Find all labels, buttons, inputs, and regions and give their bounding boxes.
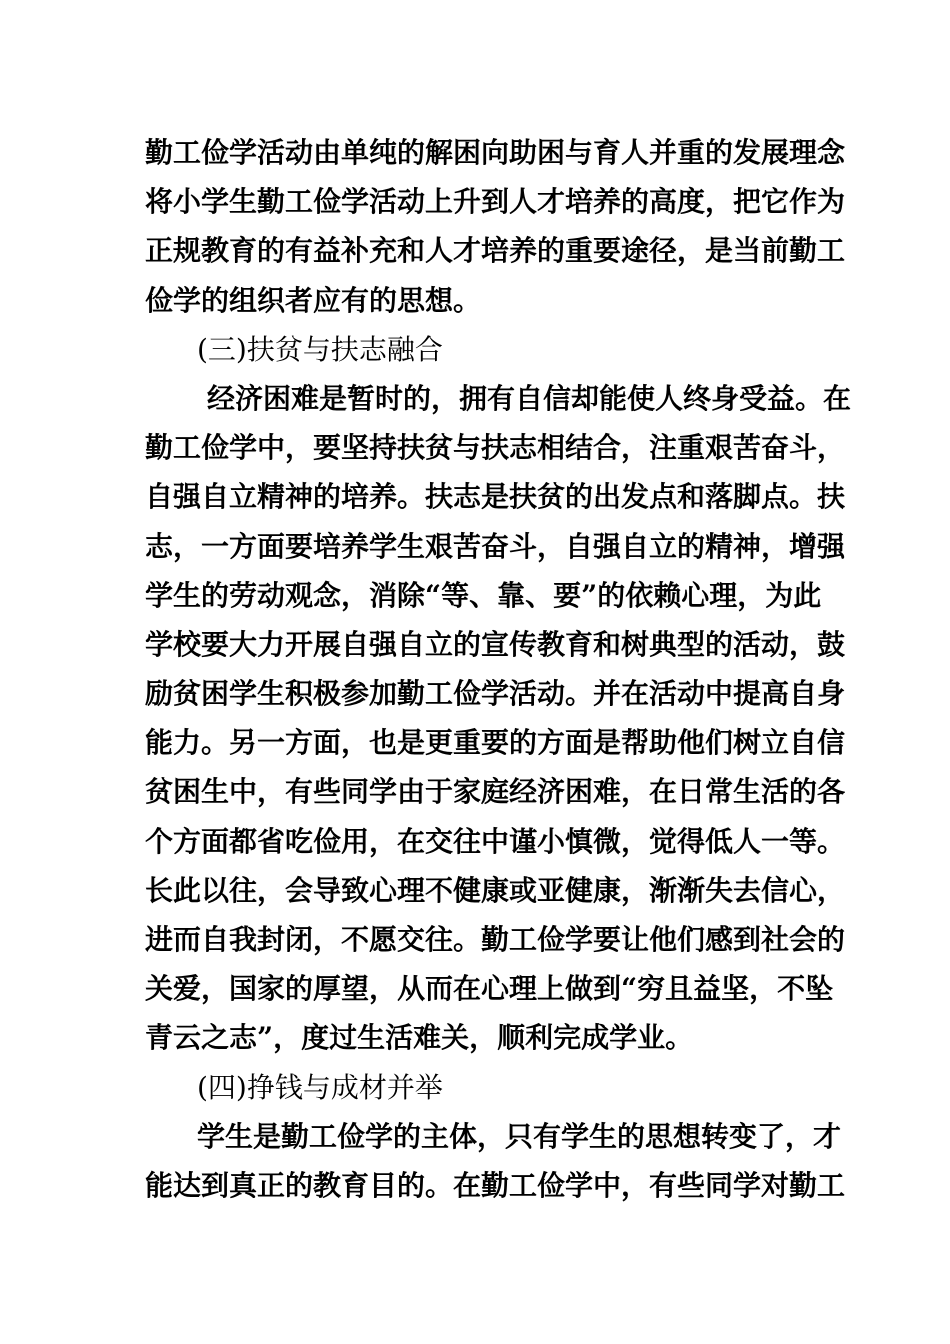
text-line: 将小学生勤工俭学活动上升到人才培养的高度，把它作为 [145, 185, 846, 219]
text-line: 学生是勤工俭学的主体，只有学生的思想转变了，才 [197, 1119, 842, 1153]
text-line: 长此以往，会导致心理不健康或亚健康，渐渐失去信心， [145, 873, 846, 907]
text-line: 进而自我封闭，不愿交往。勤工俭学要让他们感到社会的 [145, 923, 846, 956]
text-line: 个方面都省吃俭用，在交往中谨小慎微，觉得低人一等。 [145, 824, 846, 858]
text-line: 自强自立精神的培养。扶志是扶贫的出发点和落脚点。扶 [145, 480, 846, 514]
text-line: 勤工俭学活动由单纯的解困向助困与育人并重的发展理念 [145, 136, 846, 169]
section-heading: (四)挣钱与成材并举 [197, 1070, 443, 1104]
text-line: 经济困难是暂时的，拥有自信却能使人终身受益。在 [207, 381, 852, 415]
text-line: 能达到真正的教育目的。在勤工俭学中，有些同学对勤工 [145, 1168, 846, 1202]
text-line: 贫困生中，有些同学由于家庭经济困难，在日常生活的各 [145, 775, 846, 809]
text-line: 志，一方面要培养学生艰苦奋斗，自强自立的精神，增强 [145, 529, 846, 563]
document-body [145, 128, 852, 1210]
text-line: 能力。另一方面，也是更重要的方面是帮助他们树立自信 [145, 726, 846, 760]
text-line: 学校要大力开展自强自立的宣传教育和树典型的活动，鼓 [145, 627, 846, 661]
text-line: 正规教育的有益补充和人才培养的重要途径，是当前勤工 [145, 234, 846, 268]
section-heading: (三)扶贫与扶志融合 [197, 332, 443, 366]
text-line: 勤工俭学中，要坚持扶贫与扶志相结合，注重艰苦奋斗， [145, 431, 846, 465]
text-line: 关爱，国家的厚望，从而在心理上做到“穷且益坚，不坠 [145, 972, 834, 1006]
text-line: 青云之志”，度过生活难关，顺利完成学业。 [145, 1021, 694, 1055]
text-line: 学生的劳动观念，消除“等、靠、要”的依赖心理，为此 [145, 578, 822, 612]
text-line: 俭学的组织者应有的思想。 [145, 283, 482, 317]
text-line: 励贫困学生积极参加勤工俭学活动。并在活动中提高自身 [145, 677, 846, 711]
